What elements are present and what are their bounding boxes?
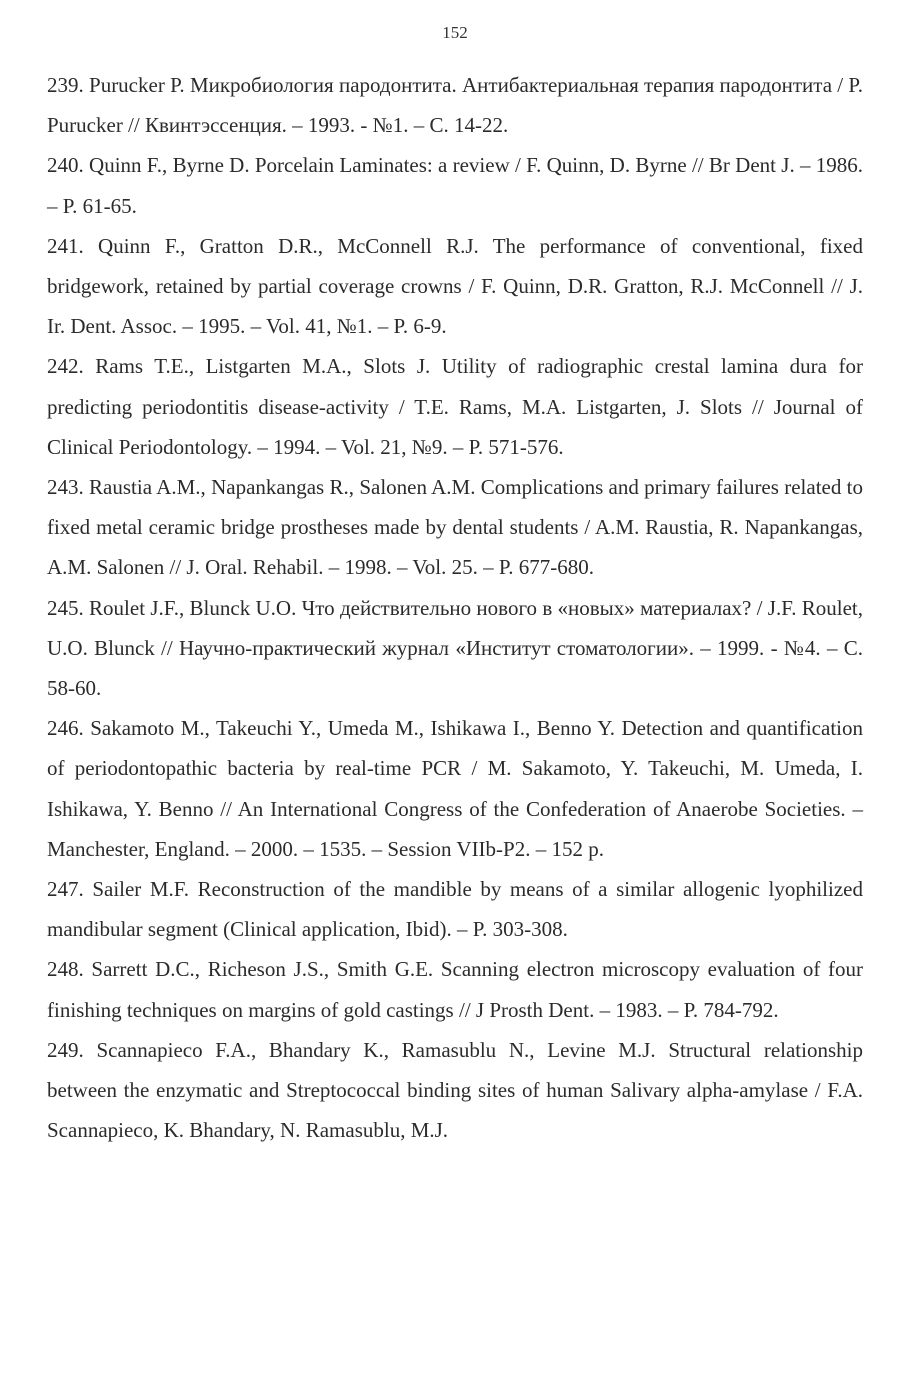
reference-item-239: 239. Purucker P. Микробиология пародонтита. Антибактериальная терапия пародонтита / P. Purucker // Квинтэссенция. – 1993. - №1. – С. 14-22.: [47, 73, 863, 138]
reference-item-247: 247. Sailer M.F. Reconstruction of the mandible by means of a similar allogenic lyophilized mandibular segment (Clinical application, Ibid). – P. 303-308.: [47, 877, 863, 942]
reference-item-243: 243. Raustia A.M., Napankangas R., Salonen A.M. Complications and primary failures related to fixed metal ceramic bridge prostheses made by dental students / A.M. Raustia, R. Napankangas, A.M. Salonen // J. Oral. Rehabil. – 1998. – Vol. 25. – P. 677-680.: [47, 475, 863, 580]
reference-item-249: 249. Scannapieco F.A., Bhandary K., Ramasublu N., Levine M.J. Structural relationship between the enzymatic and Streptococcal binding sites of human Salivary alpha-amylase / F.A. Scannapieco, K. Bhandary, N. Ramasublu, M.J.: [47, 1037, 863, 1143]
reference-item-248: 248. Sarrett D.C., Richeson J.S., Smith G.E. Scanning electron microscopy evaluation of four finishing techniques on margins of gold castings // J Prosth Dent. – 1983. – P. 784-792.: [47, 957, 863, 1022]
reference-item-240: 240. Quinn F., Byrne D. Porcelain Laminates: a review / F. Quinn, D. Byrne // Br Dent J. – 1986. – P. 61-65.: [47, 153, 863, 218]
page-number: 152: [442, 23, 468, 42]
reference-list: [47, 65, 863, 1150]
reference-item-242: 242. Rams T.E., Listgarten M.A., Slots J. Utility of radiographic crestal lamina dura for predicting periodontitis disease-activity / T.E. Rams, M.A. Listgarten, J. Slots // Journal of Clinical Periodontology. – 1994. – Vol. 21, №9. – P. 571-576.: [47, 354, 863, 459]
reference-item-245: 245. Roulet J.F., Blunck U.O. Что действительно нового в «новых» материалах? / J.F. Roulet, U.O. Blunck // Научно-практический журнал «Институт стоматологии». – 1999. - №4. – С. 58-60.: [47, 595, 863, 701]
reference-item-241: 241. Quinn F., Gratton D.R., McConnell R.J. The performance of conventional, fixed bridgework, retained by partial coverage crowns / F. Quinn, D.R. Gratton, R.J. McConnell // J. Ir. Dent. Assoc. – 1995. – Vol. 41, №1. – P. 6-9.: [47, 233, 863, 339]
reference-item-246: 246. Sakamoto M., Takeuchi Y., Umeda M., Ishikawa I., Benno Y. Detection and quantification of periodontopathic bacteria by real-time PCR / M. Sakamoto, Y. Takeuchi, M. Umeda, I. Ishikawa, Y. Benno // An International Congress of the Confederation of Anaerobe Societies. – Manchester, England. – 2000. – 1535. – Session VIIb-P2. – 152 p.: [47, 716, 863, 861]
